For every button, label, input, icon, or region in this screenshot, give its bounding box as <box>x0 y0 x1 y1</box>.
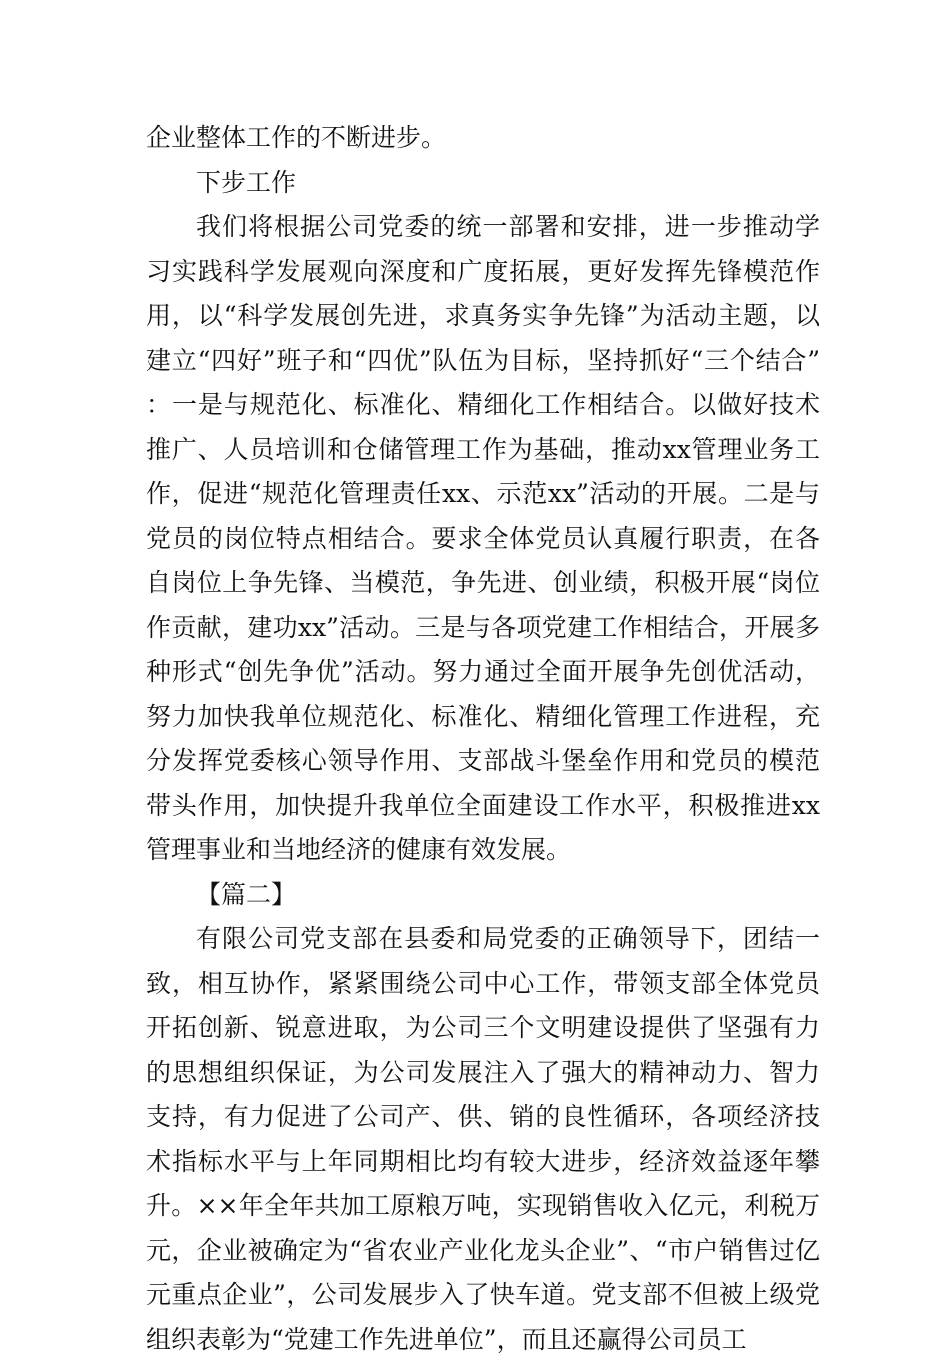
paragraph-part-two-body: 有限公司党支部在县委和局党委的正确领导下，团结一致，相互协作，紧紧围绕公司中心工作，带领支部全体党员开拓创新、锐意进取，为公司三个文明建设提供了坚强有力的思想组织保证，为公司发展注入了强大的精神动力、智力支持，有力促进了公司产、供、销的良性循环，各项经济技术指标水平与上年同期相比均有较大进步，经济效益逐年攀升。××年全年共加工原粮万吨，实现销售收入亿元，利税万元，企业被确定为“省农业产业化龙头企业”、“市户销售过亿元重点企业”，公司发展步入了快车道。党支部不但被上级党组织表彰为“党建工作先进单位”，而且还赢得公司员工 <box>146 924 820 1354</box>
section-heading-next-steps: 下步工作 <box>196 167 297 197</box>
paragraph-continuation: 企业整体工作的不断进步。 <box>146 123 447 152</box>
document-page <box>146 116 820 1362</box>
section-heading-part-two: 【篇二】 <box>196 879 297 909</box>
paragraph-next-steps-body: 我们将根据公司党委的统一部署和安排，进一步推动学习实践科学发展观向深度和广度拓展，更好发挥先锋模范作用，以“科学发展创先进，求真务实争先锋”为活动主题，以建立“四好”班子和“四优”队伍为目标，坚持抓好“三个结合”：一是与规范化、标准化、精细化工作相结合。以做好技术推广、人员培训和仓储管理工作为基础，推动xx管理业务工作，促进“规范化管理责任xx、示范xx”活动的开展。二是与党员的岗位特点相结合。要求全体党员认真履行职责，在各自岗位上争先锋、当模范，争先进、创业绩，积极开展“岗位作贡献，建功xx”活动。三是与各项党建工作相结合，开展多种形式“创先争优”活动。努力通过全面开展争先创优活动，努力加快我单位规范化、标准化、精细化管理工作进程，充分发挥党委核心领导作用、支部战斗堡垒作用和党员的模范带头作用，加快提升我单位全面建设工作水平，积极推进xx管理事业和当地经济的健康有效发展。 <box>146 212 820 864</box>
